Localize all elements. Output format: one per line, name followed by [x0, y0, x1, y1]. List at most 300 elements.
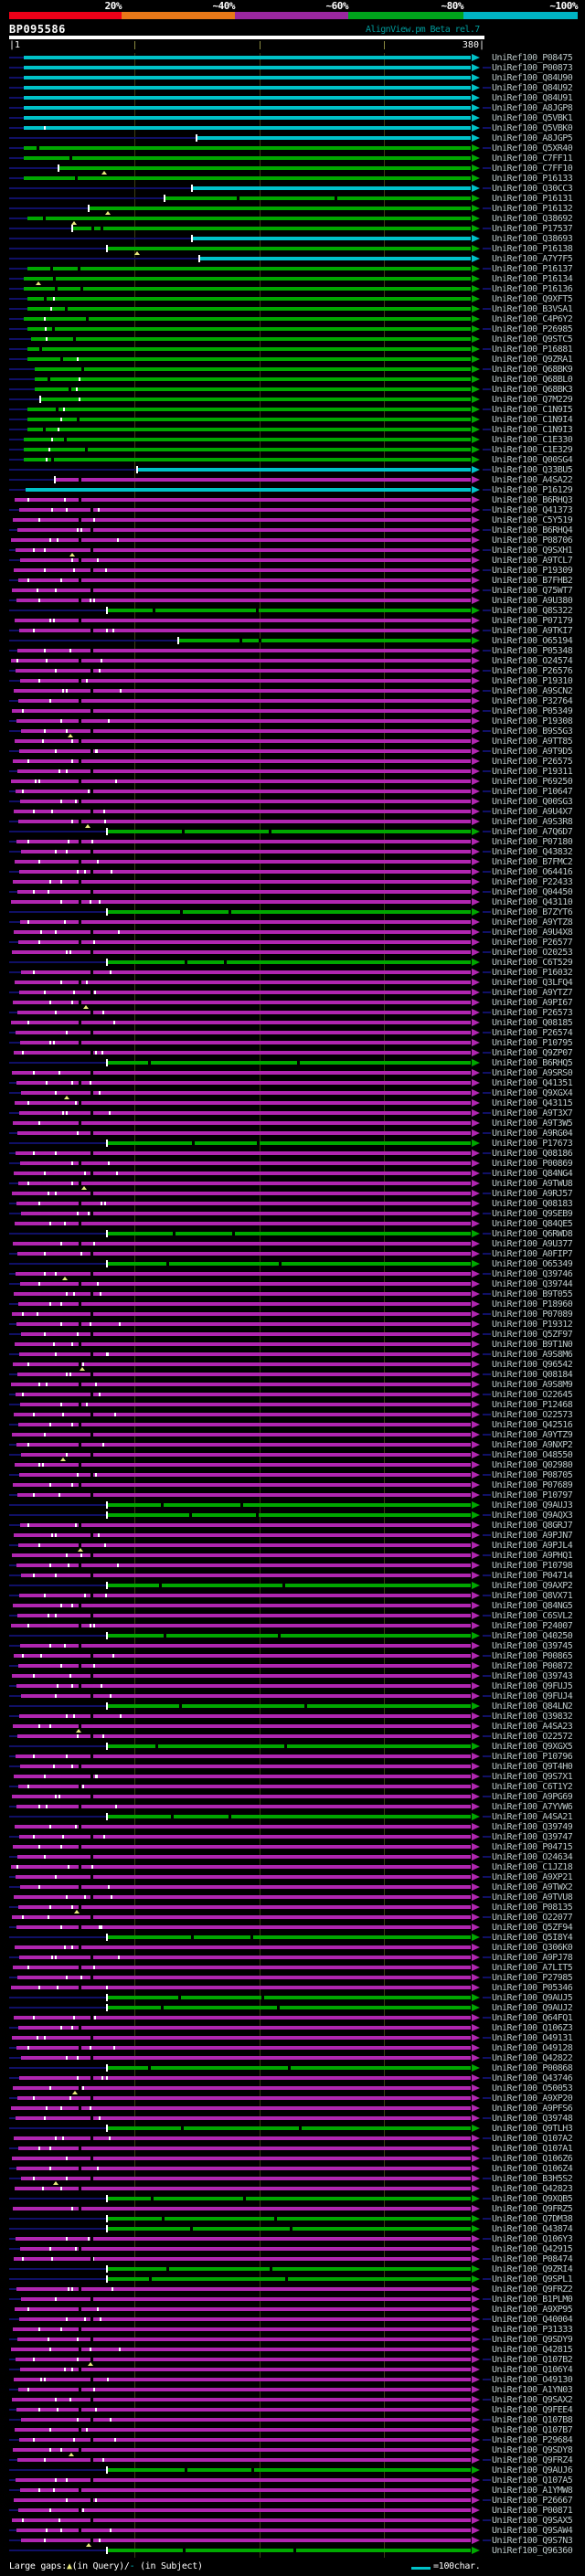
hit-bar[interactable]: [21, 2056, 471, 2060]
hit-label[interactable]: UniRef100_Q9SDY8: [492, 2445, 573, 2455]
hit-bar[interactable]: [21, 2297, 471, 2301]
hit-arrow-icon[interactable]: [472, 1461, 480, 1468]
hit-bar[interactable]: [18, 2147, 471, 2150]
hit-label[interactable]: UniRef100_Q42915: [492, 2244, 573, 2254]
alignment-row[interactable]: [0, 1129, 585, 1139]
hit-arrow-icon[interactable]: [472, 818, 480, 825]
hit-bar[interactable]: [107, 1232, 471, 1235]
hit-bar[interactable]: [20, 2368, 471, 2371]
hit-arrow-icon[interactable]: [472, 2316, 480, 2323]
hit-bar[interactable]: [20, 800, 471, 803]
hit-bar[interactable]: [107, 2267, 471, 2271]
alignment-row[interactable]: [0, 666, 585, 676]
alignment-row[interactable]: [0, 2134, 585, 2144]
hit-arrow-icon[interactable]: [472, 2104, 480, 2112]
hit-label[interactable]: UniRef100_O64416: [492, 867, 573, 877]
alignment-row[interactable]: [0, 747, 585, 757]
hit-bar[interactable]: [19, 1835, 471, 1839]
hit-label[interactable]: UniRef100_Q39749: [492, 1822, 573, 1832]
hit-bar[interactable]: [15, 1945, 471, 1949]
hit-bar[interactable]: [24, 317, 471, 321]
hit-bar[interactable]: [18, 2508, 471, 2512]
hit-bar[interactable]: [15, 619, 471, 622]
alignment-row[interactable]: [0, 2455, 585, 2465]
hit-arrow-icon[interactable]: [472, 687, 480, 694]
hit-arrow-icon[interactable]: [472, 808, 480, 815]
alignment-row[interactable]: [0, 797, 585, 807]
hit-bar[interactable]: [21, 1332, 471, 1336]
hit-label[interactable]: UniRef100_C5Y519: [492, 515, 573, 525]
hit-bar[interactable]: [16, 599, 471, 602]
hit-label[interactable]: UniRef100_Q106Z6: [492, 2154, 573, 2164]
hit-arrow-icon[interactable]: [472, 1984, 480, 1991]
hit-label[interactable]: UniRef100_A9PG69: [492, 1792, 573, 1802]
hit-label[interactable]: UniRef100_C6T1Y2: [492, 1782, 573, 1792]
alignment-row[interactable]: [0, 264, 585, 274]
hit-bar[interactable]: [16, 840, 471, 843]
alignment-row[interactable]: [0, 1943, 585, 1953]
hit-bar[interactable]: [19, 1473, 471, 1477]
hit-bar[interactable]: [13, 1001, 471, 1004]
hit-bar[interactable]: [20, 2247, 471, 2251]
alignment-row[interactable]: [0, 445, 585, 455]
alignment-row[interactable]: [0, 385, 585, 395]
hit-label[interactable]: UniRef100_P08705: [492, 1470, 573, 1480]
hit-bar[interactable]: [20, 558, 471, 562]
hit-label[interactable]: UniRef100_O22077: [492, 1913, 573, 1923]
alignment-row[interactable]: [0, 334, 585, 345]
hit-arrow-icon[interactable]: [472, 1743, 480, 1750]
hit-arrow-icon[interactable]: [472, 2014, 480, 2021]
hit-arrow-icon[interactable]: [472, 315, 480, 323]
alignment-row[interactable]: [0, 435, 585, 445]
hit-bar[interactable]: [107, 2126, 471, 2130]
hit-bar[interactable]: [16, 1272, 471, 1276]
hit-bar[interactable]: [15, 2307, 471, 2311]
hit-bar[interactable]: [12, 2036, 471, 2040]
hit-arrow-icon[interactable]: [472, 1140, 480, 1147]
hit-bar[interactable]: [18, 1302, 471, 1306]
hit-arrow-icon[interactable]: [472, 104, 480, 111]
alignment-row[interactable]: [0, 83, 585, 93]
hit-label[interactable]: UniRef100_O24574: [492, 656, 573, 666]
hit-label[interactable]: UniRef100_Q9S7X1: [492, 1772, 573, 1782]
alignment-row[interactable]: [0, 1078, 585, 1088]
hit-arrow-icon[interactable]: [472, 84, 480, 91]
hit-arrow-icon[interactable]: [472, 1632, 480, 1639]
alignment-row[interactable]: [0, 837, 585, 847]
hit-bar[interactable]: [27, 408, 471, 411]
alignment-row[interactable]: [0, 1842, 585, 1852]
hit-bar[interactable]: [24, 448, 471, 451]
hit-label[interactable]: UniRef100_A9YTZ8: [492, 917, 573, 928]
alignment-row[interactable]: [0, 1631, 585, 1641]
hit-arrow-icon[interactable]: [472, 1682, 480, 1690]
hit-label[interactable]: UniRef100_P16032: [492, 968, 573, 978]
hit-bar[interactable]: [20, 920, 471, 924]
hit-label[interactable]: UniRef100_P16138: [492, 244, 573, 254]
hit-label[interactable]: UniRef100_C1N9I5: [492, 405, 573, 415]
hit-bar[interactable]: [15, 498, 471, 502]
hit-bar[interactable]: [17, 528, 471, 532]
hit-arrow-icon[interactable]: [472, 1532, 480, 1539]
hit-arrow-icon[interactable]: [472, 737, 480, 745]
alignment-row[interactable]: [0, 2375, 585, 2385]
hit-bar[interactable]: [21, 1453, 471, 1457]
hit-bar[interactable]: [107, 2197, 471, 2200]
hit-bar[interactable]: [107, 247, 471, 250]
hit-label[interactable]: UniRef100_A1YN03: [492, 2385, 573, 2395]
hit-label[interactable]: UniRef100_Q41351: [492, 1078, 573, 1088]
hit-bar[interactable]: [14, 810, 471, 813]
hit-arrow-icon[interactable]: [472, 2024, 480, 2031]
hit-label[interactable]: UniRef100_Q9FRZ5: [492, 2204, 573, 2214]
hit-label[interactable]: UniRef100_Q7DM38: [492, 2214, 573, 2224]
hit-label[interactable]: UniRef100_P08706: [492, 535, 573, 546]
alignment-row[interactable]: [0, 1983, 585, 1993]
hit-arrow-icon[interactable]: [472, 1029, 480, 1036]
alignment-row[interactable]: [0, 817, 585, 827]
alignment-row[interactable]: [0, 525, 585, 535]
alignment-row[interactable]: [0, 887, 585, 897]
hit-bar[interactable]: [107, 1935, 471, 1939]
alignment-row[interactable]: [0, 224, 585, 234]
hit-label[interactable]: UniRef100_C4P6Y2: [492, 314, 573, 324]
hit-arrow-icon[interactable]: [472, 1813, 480, 1820]
hit-label[interactable]: UniRef100_O65194: [492, 636, 573, 646]
hit-label[interactable]: UniRef100_P17673: [492, 1139, 573, 1149]
hit-arrow-icon[interactable]: [472, 2527, 480, 2534]
hit-arrow-icon[interactable]: [472, 1572, 480, 1579]
alignment-row[interactable]: [0, 63, 585, 73]
alignment-row[interactable]: [0, 395, 585, 405]
alignment-row[interactable]: [0, 93, 585, 103]
hit-arrow-icon[interactable]: [472, 64, 480, 71]
alignment-row[interactable]: [0, 2395, 585, 2405]
hit-arrow-icon[interactable]: [472, 1712, 480, 1720]
alignment-row[interactable]: [0, 1460, 585, 1470]
alignment-row[interactable]: [0, 807, 585, 817]
alignment-row[interactable]: [0, 1008, 585, 1018]
hit-bar[interactable]: [15, 1463, 471, 1467]
hit-label[interactable]: UniRef100_Q5ZF97: [492, 1330, 573, 1340]
hit-label[interactable]: UniRef100_Q43874: [492, 2224, 573, 2234]
hit-bar[interactable]: [15, 1825, 471, 1829]
hit-arrow-icon[interactable]: [472, 366, 480, 373]
alignment-row[interactable]: [0, 485, 585, 495]
alignment-row[interactable]: [0, 1872, 585, 1882]
alignment-row[interactable]: [0, 1430, 585, 1440]
hit-label[interactable]: UniRef100_B9T055: [492, 1289, 573, 1299]
hit-label[interactable]: UniRef100_Q5I8Y4: [492, 1933, 573, 1943]
hit-label[interactable]: UniRef100_O22645: [492, 1390, 573, 1400]
hit-label[interactable]: UniRef100_P00868: [492, 2063, 573, 2073]
hit-label[interactable]: UniRef100_Q08185: [492, 1018, 573, 1028]
hit-label[interactable]: UniRef100_P05349: [492, 706, 573, 716]
hit-label[interactable]: UniRef100_P10795: [492, 1038, 573, 1048]
hit-arrow-icon[interactable]: [472, 1220, 480, 1227]
hit-arrow-icon[interactable]: [472, 1320, 480, 1328]
hit-bar[interactable]: [14, 689, 471, 693]
hit-arrow-icon[interactable]: [472, 798, 480, 805]
alignment-row[interactable]: [0, 1802, 585, 1812]
hit-label[interactable]: UniRef100_Q9TLH3: [492, 2124, 573, 2134]
hit-arrow-icon[interactable]: [472, 546, 480, 554]
hit-label[interactable]: UniRef100_Q38693: [492, 234, 573, 244]
hit-arrow-icon[interactable]: [472, 2135, 480, 2142]
hit-label[interactable]: UniRef100_Q9S7N3: [492, 2536, 573, 2546]
hit-arrow-icon[interactable]: [472, 1763, 480, 1770]
hit-arrow-icon[interactable]: [472, 426, 480, 433]
alignment-row[interactable]: [0, 777, 585, 787]
hit-arrow-icon[interactable]: [472, 657, 480, 664]
alignment-row[interactable]: [0, 566, 585, 576]
hit-label[interactable]: UniRef100_P26667: [492, 2496, 573, 2506]
alignment-row[interactable]: [0, 1611, 585, 1621]
hit-arrow-icon[interactable]: [472, 828, 480, 835]
alignment-row[interactable]: [0, 174, 585, 184]
hit-label[interactable]: UniRef100_P10797: [492, 1490, 573, 1500]
alignment-row[interactable]: [0, 2385, 585, 2395]
alignment-row[interactable]: [0, 515, 585, 525]
hit-arrow-icon[interactable]: [472, 1481, 480, 1489]
hit-label[interactable]: UniRef100_P07689: [492, 1480, 573, 1490]
hit-arrow-icon[interactable]: [472, 1622, 480, 1629]
alignment-row[interactable]: [0, 1088, 585, 1098]
hit-label[interactable]: UniRef100_Q9AQX3: [492, 1511, 573, 1521]
hit-bar[interactable]: [24, 146, 471, 150]
hit-label[interactable]: UniRef100_Q84LN2: [492, 1701, 573, 1712]
hit-arrow-icon[interactable]: [472, 908, 480, 916]
hit-label[interactable]: UniRef100_P26577: [492, 938, 573, 948]
hit-label[interactable]: UniRef100_P27985: [492, 1973, 573, 1983]
hit-label[interactable]: UniRef100_P04715: [492, 1842, 573, 1852]
hit-bar[interactable]: [18, 2026, 471, 2030]
alignment-row[interactable]: [0, 917, 585, 928]
hit-label[interactable]: UniRef100_Q02980: [492, 1460, 573, 1470]
hit-bar[interactable]: [21, 2177, 471, 2180]
hit-bar[interactable]: [16, 1393, 471, 1396]
hit-label[interactable]: UniRef100_Q39747: [492, 1832, 573, 1842]
alignment-row[interactable]: [0, 1058, 585, 1068]
hit-label[interactable]: UniRef100_Q9T4H0: [492, 1762, 573, 1772]
hit-label[interactable]: UniRef100_A7YVW6: [492, 1802, 573, 1812]
alignment-row[interactable]: [0, 2104, 585, 2114]
alignment-row[interactable]: [0, 1490, 585, 1500]
hit-arrow-icon[interactable]: [472, 2084, 480, 2092]
alignment-row[interactable]: [0, 1480, 585, 1490]
hit-label[interactable]: UniRef100_A9S8M9: [492, 1380, 573, 1390]
alignment-row[interactable]: [0, 706, 585, 716]
hit-bar[interactable]: [16, 2116, 471, 2120]
hit-bar[interactable]: [15, 1342, 471, 1346]
hit-arrow-icon[interactable]: [472, 1341, 480, 1348]
hit-label[interactable]: UniRef100_Q9STC5: [492, 334, 573, 345]
hit-label[interactable]: UniRef100_Q106Y3: [492, 2234, 573, 2244]
hit-arrow-icon[interactable]: [472, 1049, 480, 1056]
alignment-row[interactable]: [0, 576, 585, 586]
hit-arrow-icon[interactable]: [472, 175, 480, 182]
hit-arrow-icon[interactable]: [472, 1109, 480, 1117]
hit-bar[interactable]: [17, 890, 471, 894]
hit-bar[interactable]: [14, 2378, 471, 2381]
alignment-row[interactable]: [0, 958, 585, 968]
hit-label[interactable]: UniRef100_Q42823: [492, 2184, 573, 2194]
hit-label[interactable]: UniRef100_Q96360: [492, 2546, 573, 2556]
alignment-row[interactable]: [0, 475, 585, 485]
hit-label[interactable]: UniRef100_A9RJ57: [492, 1189, 573, 1199]
alignment-row[interactable]: [0, 1782, 585, 1792]
hit-arrow-icon[interactable]: [472, 195, 480, 202]
alignment-row[interactable]: [0, 2214, 585, 2224]
hit-label[interactable]: UniRef100_Q9XQB5: [492, 2194, 573, 2204]
alignment-row[interactable]: [0, 2546, 585, 2556]
hit-bar[interactable]: [14, 1775, 471, 1778]
alignment-row[interactable]: [0, 2465, 585, 2475]
hit-label[interactable]: UniRef100_Q08186: [492, 1149, 573, 1159]
alignment-row[interactable]: [0, 1279, 585, 1289]
hit-label[interactable]: UniRef100_Q6RWD8: [492, 1229, 573, 1239]
alignment-row[interactable]: [0, 1470, 585, 1480]
hit-bar[interactable]: [17, 1734, 471, 1738]
hit-arrow-icon[interactable]: [472, 1280, 480, 1288]
hit-arrow-icon[interactable]: [472, 2406, 480, 2413]
hit-label[interactable]: UniRef100_Q9SAW4: [492, 2526, 573, 2536]
alignment-row[interactable]: [0, 1722, 585, 1732]
hit-label[interactable]: UniRef100_Q84NG5: [492, 1601, 573, 1611]
hit-label[interactable]: UniRef100_Q9XFT5: [492, 294, 573, 304]
alignment-row[interactable]: [0, 1400, 585, 1410]
hit-bar[interactable]: [13, 1966, 471, 1969]
hit-arrow-icon[interactable]: [472, 1944, 480, 1951]
alignment-row[interactable]: [0, 1681, 585, 1691]
hit-label[interactable]: UniRef100_A9RG04: [492, 1129, 573, 1139]
hit-arrow-icon[interactable]: [472, 2235, 480, 2242]
alignment-row[interactable]: [0, 324, 585, 334]
hit-label[interactable]: UniRef100_B6RHQ5: [492, 1058, 573, 1068]
hit-arrow-icon[interactable]: [472, 758, 480, 765]
hit-bar[interactable]: [15, 1101, 471, 1105]
hit-bar[interactable]: [165, 196, 471, 200]
hit-label[interactable]: UniRef100_A9PFS6: [492, 2104, 573, 2114]
hit-bar[interactable]: [21, 1091, 471, 1095]
alignment-row[interactable]: [0, 676, 585, 686]
hit-bar[interactable]: [14, 1895, 471, 1899]
hit-bar[interactable]: [27, 418, 471, 421]
hit-arrow-icon[interactable]: [472, 2346, 480, 2353]
hit-label[interactable]: UniRef100_P26576: [492, 666, 573, 676]
hit-bar[interactable]: [18, 578, 471, 582]
alignment-row[interactable]: [0, 1903, 585, 1913]
hit-arrow-icon[interactable]: [472, 1401, 480, 1408]
hit-bar[interactable]: [24, 66, 471, 69]
alignment-row[interactable]: [0, 867, 585, 877]
hit-bar[interactable]: [192, 186, 471, 190]
alignment-row[interactable]: [0, 968, 585, 978]
hit-arrow-icon[interactable]: [472, 215, 480, 222]
alignment-row[interactable]: [0, 415, 585, 425]
hit-bar[interactable]: [19, 2076, 471, 2080]
hit-label[interactable]: UniRef100_P29684: [492, 2435, 573, 2445]
alignment-row[interactable]: [0, 1259, 585, 1269]
hit-label[interactable]: UniRef100_Q00SG3: [492, 797, 573, 807]
alignment-row[interactable]: [0, 726, 585, 737]
hit-label[interactable]: UniRef100_P08475: [492, 53, 573, 63]
alignment-row[interactable]: [0, 375, 585, 385]
hit-bar[interactable]: [19, 629, 471, 632]
alignment-row[interactable]: [0, 345, 585, 355]
hit-label[interactable]: UniRef100_O65349: [492, 1259, 573, 1269]
hit-arrow-icon[interactable]: [472, 928, 480, 936]
alignment-row[interactable]: [0, 1500, 585, 1511]
hit-bar[interactable]: [24, 277, 471, 281]
alignment-row[interactable]: [0, 244, 585, 254]
hit-arrow-icon[interactable]: [472, 1702, 480, 1710]
hit-bar[interactable]: [17, 1855, 471, 1859]
hit-arrow-icon[interactable]: [472, 2155, 480, 2162]
hit-arrow-icon[interactable]: [472, 2215, 480, 2222]
alignment-row[interactable]: [0, 2486, 585, 2496]
hit-bar[interactable]: [12, 1674, 471, 1678]
hit-label[interactable]: UniRef100_A9PHQ1: [492, 1551, 573, 1561]
alignment-row[interactable]: [0, 2244, 585, 2254]
hit-bar[interactable]: [18, 1182, 471, 1185]
hit-bar[interactable]: [107, 2468, 471, 2472]
hit-label[interactable]: UniRef100_A9SRS0: [492, 1068, 573, 1078]
hit-arrow-icon[interactable]: [472, 74, 480, 81]
hit-arrow-icon[interactable]: [472, 557, 480, 564]
hit-arrow-icon[interactable]: [472, 235, 480, 242]
alignment-row[interactable]: [0, 154, 585, 164]
hit-arrow-icon[interactable]: [472, 516, 480, 524]
alignment-row[interactable]: [0, 1691, 585, 1701]
hit-bar[interactable]: [15, 860, 471, 864]
alignment-row[interactable]: [0, 365, 585, 375]
hit-arrow-icon[interactable]: [472, 1351, 480, 1358]
hit-bar[interactable]: [16, 1805, 471, 1808]
hit-arrow-icon[interactable]: [472, 1612, 480, 1619]
hit-label[interactable]: UniRef100_P08135: [492, 1903, 573, 1913]
alignment-row[interactable]: [0, 2124, 585, 2134]
alignment-row[interactable]: [0, 1963, 585, 1973]
hit-arrow-icon[interactable]: [472, 2496, 480, 2504]
hit-arrow-icon[interactable]: [472, 1692, 480, 1700]
hit-bar[interactable]: [19, 1714, 471, 1718]
hit-arrow-icon[interactable]: [472, 386, 480, 393]
hit-arrow-icon[interactable]: [472, 1662, 480, 1670]
hit-arrow-icon[interactable]: [472, 2165, 480, 2172]
hit-arrow-icon[interactable]: [472, 2446, 480, 2454]
alignment-row[interactable]: [0, 847, 585, 857]
hit-bar[interactable]: [16, 2287, 471, 2291]
hit-arrow-icon[interactable]: [472, 918, 480, 926]
hit-arrow-icon[interactable]: [472, 1994, 480, 2001]
hit-bar[interactable]: [14, 1171, 471, 1175]
hit-bar[interactable]: [13, 1604, 471, 1607]
hit-bar[interactable]: [13, 1242, 471, 1246]
hit-arrow-icon[interactable]: [472, 2125, 480, 2132]
hit-label[interactable]: UniRef100_A9S3R8: [492, 817, 573, 827]
alignment-row[interactable]: [0, 2274, 585, 2284]
hit-label[interactable]: UniRef100_P16132: [492, 204, 573, 214]
alignment-row[interactable]: [0, 1149, 585, 1159]
hit-arrow-icon[interactable]: [472, 868, 480, 875]
alignment-row[interactable]: [0, 2425, 585, 2435]
hit-arrow-icon[interactable]: [472, 1431, 480, 1438]
hit-bar[interactable]: [16, 790, 471, 793]
alignment-row[interactable]: [0, 1531, 585, 1541]
alignment-row[interactable]: [0, 556, 585, 566]
